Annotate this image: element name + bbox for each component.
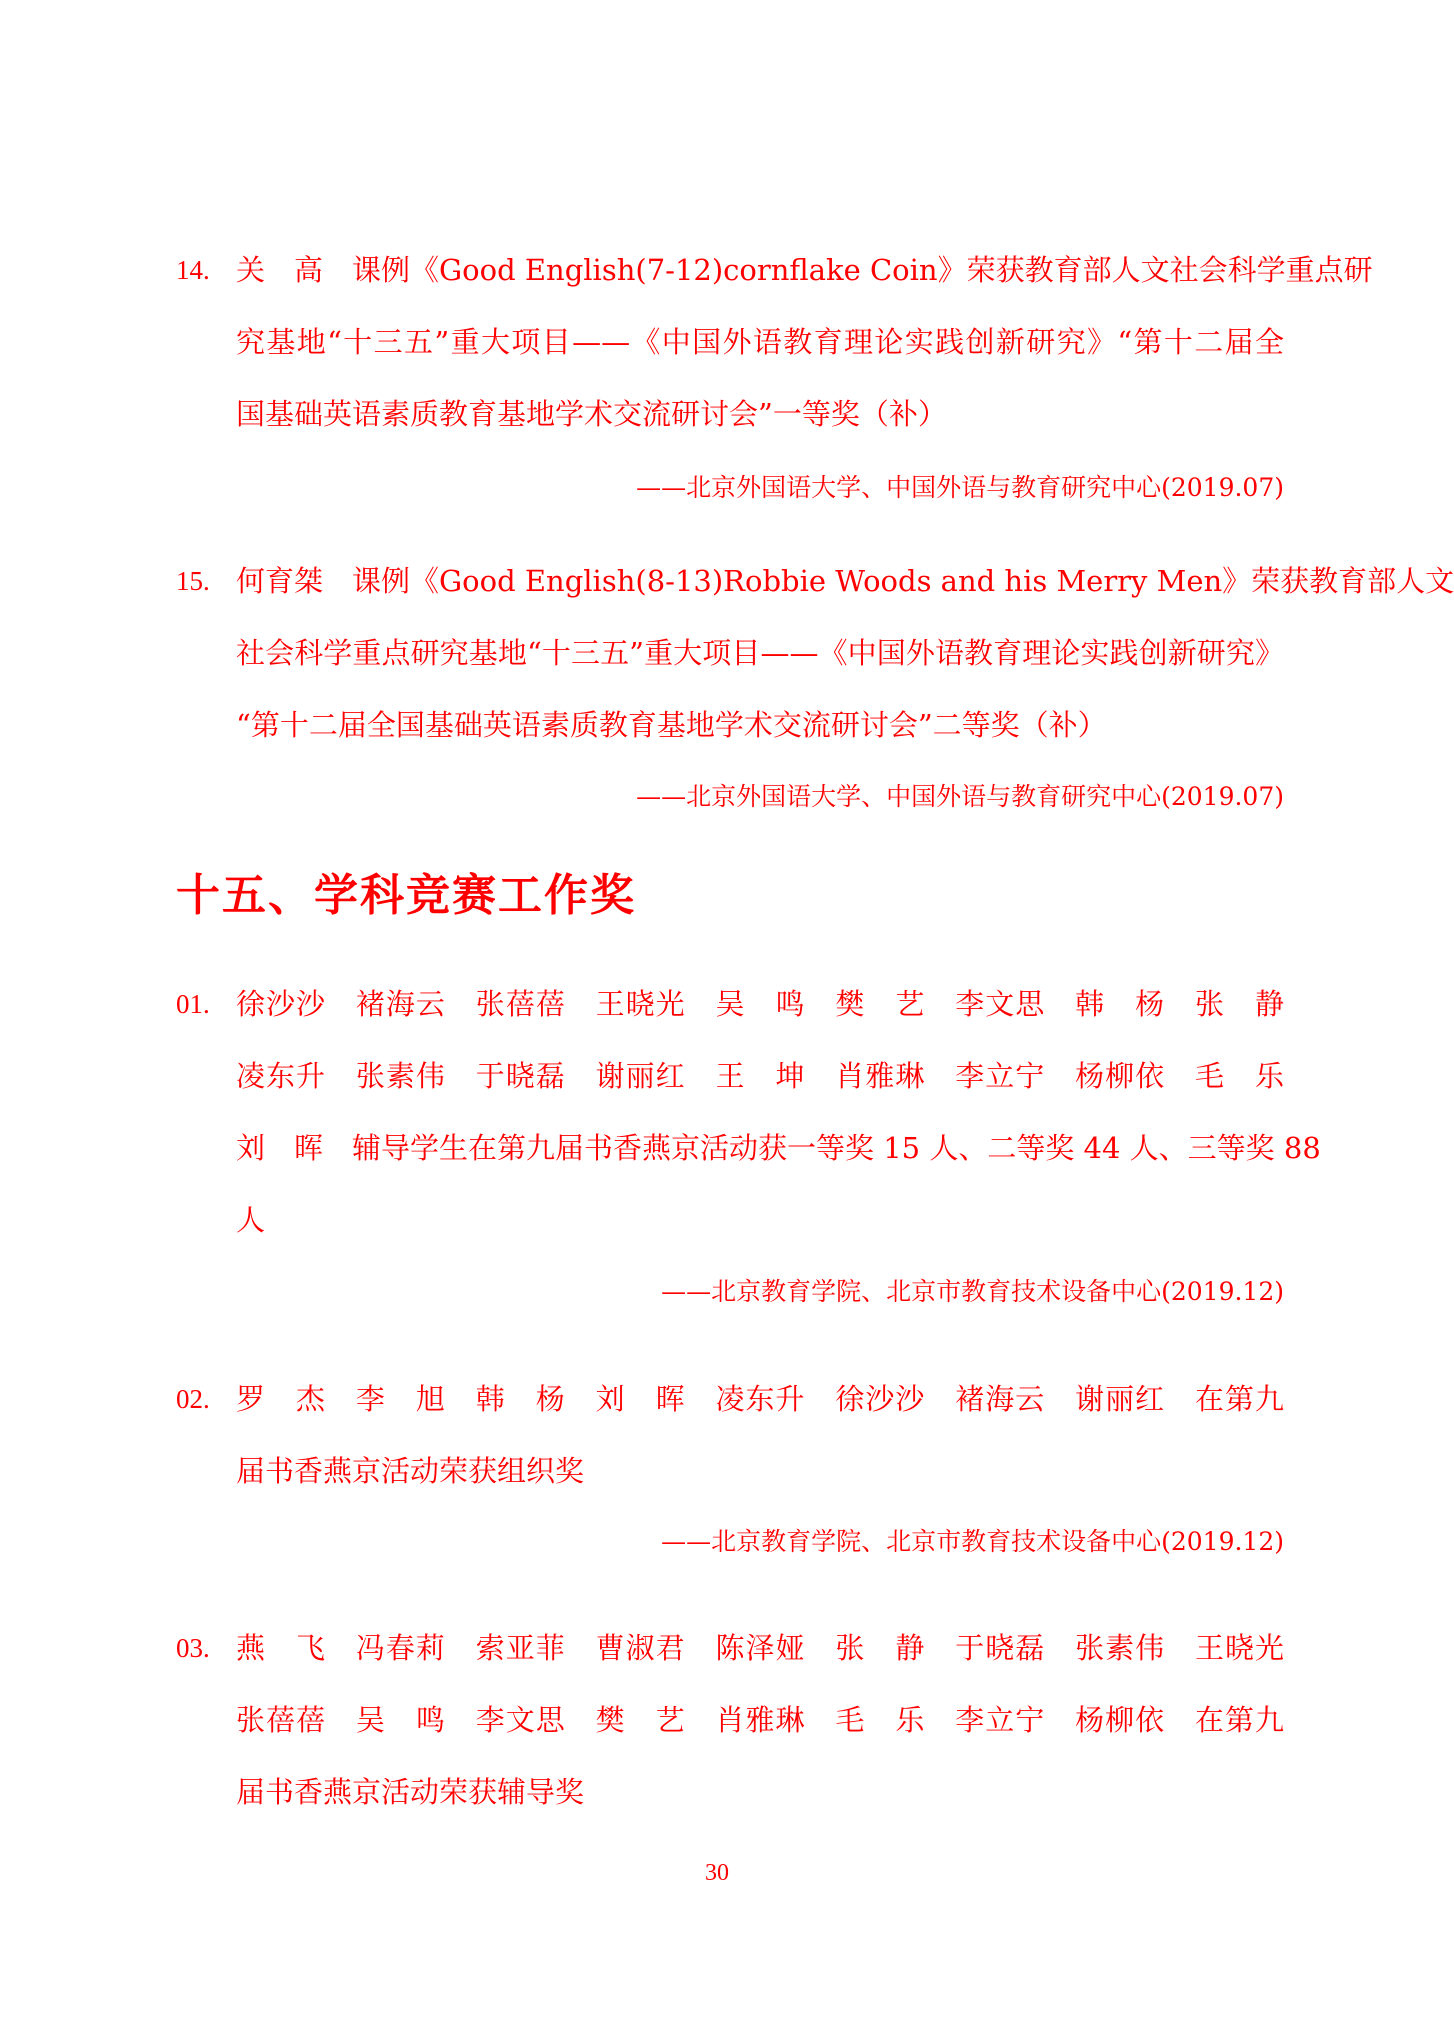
entry-body xyxy=(236,234,1373,450)
entry-line: “第十二届全国基础英语素质教育基地学术交流研讨会”二等奖（补） xyxy=(236,708,1107,742)
entry-line: 究基地“十三五”重大项目——《中国外语教育理论实践创新研究》“第十二届全 xyxy=(236,325,1284,359)
entry-source: ——北京教育学院、北京市教育技术设备中心(2019.12) xyxy=(661,1527,1284,1556)
entry-number: 01. xyxy=(176,989,210,1019)
entry-number: 15. xyxy=(176,566,210,596)
entry-line: 何育桀 课例《Good English(8-13)Robbie Woods and his Merry Men》荣获教育部人文 xyxy=(236,564,1454,598)
entry-body xyxy=(236,545,1454,761)
entry-line: 燕 飞 冯春莉 索亚菲 曹淑君 陈泽娅 张 静 于晓磊 张素伟 王晓光 xyxy=(236,1631,1284,1665)
entry-number: 03. xyxy=(176,1633,210,1663)
entry-number: 14. xyxy=(176,255,210,285)
section-heading: 十五、学科竞赛工作奖 xyxy=(176,870,636,921)
entry-number: 02. xyxy=(176,1384,210,1414)
entry-body xyxy=(236,1363,1284,1507)
entry-line: 徐沙沙 褚海云 张蓓蓓 王晓光 吴 鸣 樊 艺 李文思 韩 杨 张 静 xyxy=(236,987,1284,1021)
entry-line: 罗 杰 李 旭 韩 杨 刘 晖 凌东升 徐沙沙 褚海云 谢丽红 在第九 xyxy=(236,1382,1284,1416)
page-number: 30 xyxy=(705,1860,729,1886)
entry-line: 届书香燕京活动荣获组织奖 xyxy=(236,1454,585,1488)
entry-line: 人 xyxy=(236,1203,266,1237)
entry-line: 关 高 课例《Good English(7-12)cornflake Coin》荣获教育部人文社会科学重点研 xyxy=(236,253,1373,287)
entry-source: ——北京外国语大学、中国外语与教育研究中心(2019.07) xyxy=(636,473,1284,502)
entry-line: 社会科学重点研究基地“十三五”重大项目——《中国外语教育理论实践创新研究》 xyxy=(236,636,1284,670)
entry-body xyxy=(236,1612,1284,1828)
entry-line: 凌东升 张素伟 于晓磊 谢丽红 王 坤 肖雅琳 李立宁 杨柳依 毛 乐 xyxy=(236,1059,1284,1093)
entry-line: 张蓓蓓 吴 鸣 李文思 樊 艺 肖雅琳 毛 乐 李立宁 杨柳依 在第九 xyxy=(236,1703,1284,1737)
entry-line: 刘 晖 辅导学生在第九届书香燕京活动获一等奖 15 人、二等奖 44 人、三等奖 88 xyxy=(236,1131,1321,1165)
entry-source: ——北京外国语大学、中国外语与教育研究中心(2019.07) xyxy=(636,782,1284,811)
entry-line: 国基础英语素质教育基地学术交流研讨会”一等奖（补） xyxy=(236,397,947,431)
entry-source: ——北京教育学院、北京市教育技术设备中心(2019.12) xyxy=(661,1277,1284,1306)
entry-line: 届书香燕京活动荣获辅导奖 xyxy=(236,1775,585,1809)
entry-body xyxy=(236,968,1321,1256)
